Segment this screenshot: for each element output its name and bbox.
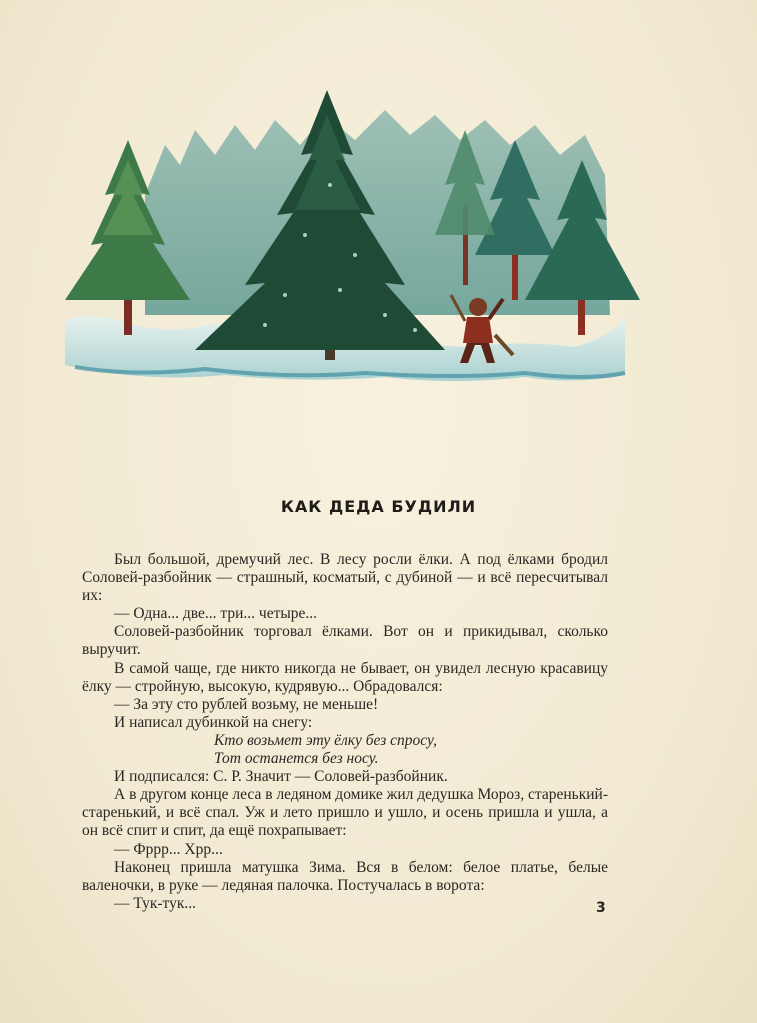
verse-line: Тот останется без носу. [214, 750, 379, 768]
paragraph: Был большой, дремучий лес. В лесу росли ёлки. А под ёлками бродил Соловей-разбойник — страшный, косматый, с дубиной — и всё пересчитывал их: [82, 551, 608, 605]
paragraph: И подписался: С. Р. Значит — Соловей-разбойник. [114, 768, 448, 786]
verse-line: Кто возьмет эту ёлку без спросу, [214, 731, 438, 749]
story-title: КАК ДЕДА БУДИЛИ [280, 497, 477, 516]
paragraph: Соловей-разбойник торговал ёлками. Вот он и прикидывал, сколько выручит. [82, 623, 608, 659]
paragraph: — Тук-тук... [114, 894, 196, 912]
story-text [82, 551, 608, 913]
paragraph: И написал дубинкой на снегу: [114, 713, 313, 731]
forest-illustration [55, 85, 645, 390]
paragraph: — Фррр... Хрр... [114, 840, 223, 858]
paragraph: А в другом конце леса в ледяном домике жил дедушка Мороз, старенький-старенький, и всё спал. Уж и лето пришло и ушло, и осень пришла и ушла, а он всё спит и спит, да ещё похрапывает: [82, 786, 608, 840]
paragraph: — За эту сто рублей возьму, не меньше! [114, 695, 379, 713]
paragraph: — Одна... две... три... четыре... [114, 605, 318, 623]
paragraph: Наконец пришла матушка Зима. Вся в белом: белое платье, белые валеночки, в руке — ледяная палочка. Постучалась в ворота: [82, 858, 608, 894]
page-number: 3 [596, 900, 606, 916]
paragraph: В самой чаще, где никто никогда не бывает, он увидел лесную красавицу ёлку — стройную, высокую, кудрявую... Обрадовался: [82, 659, 608, 695]
